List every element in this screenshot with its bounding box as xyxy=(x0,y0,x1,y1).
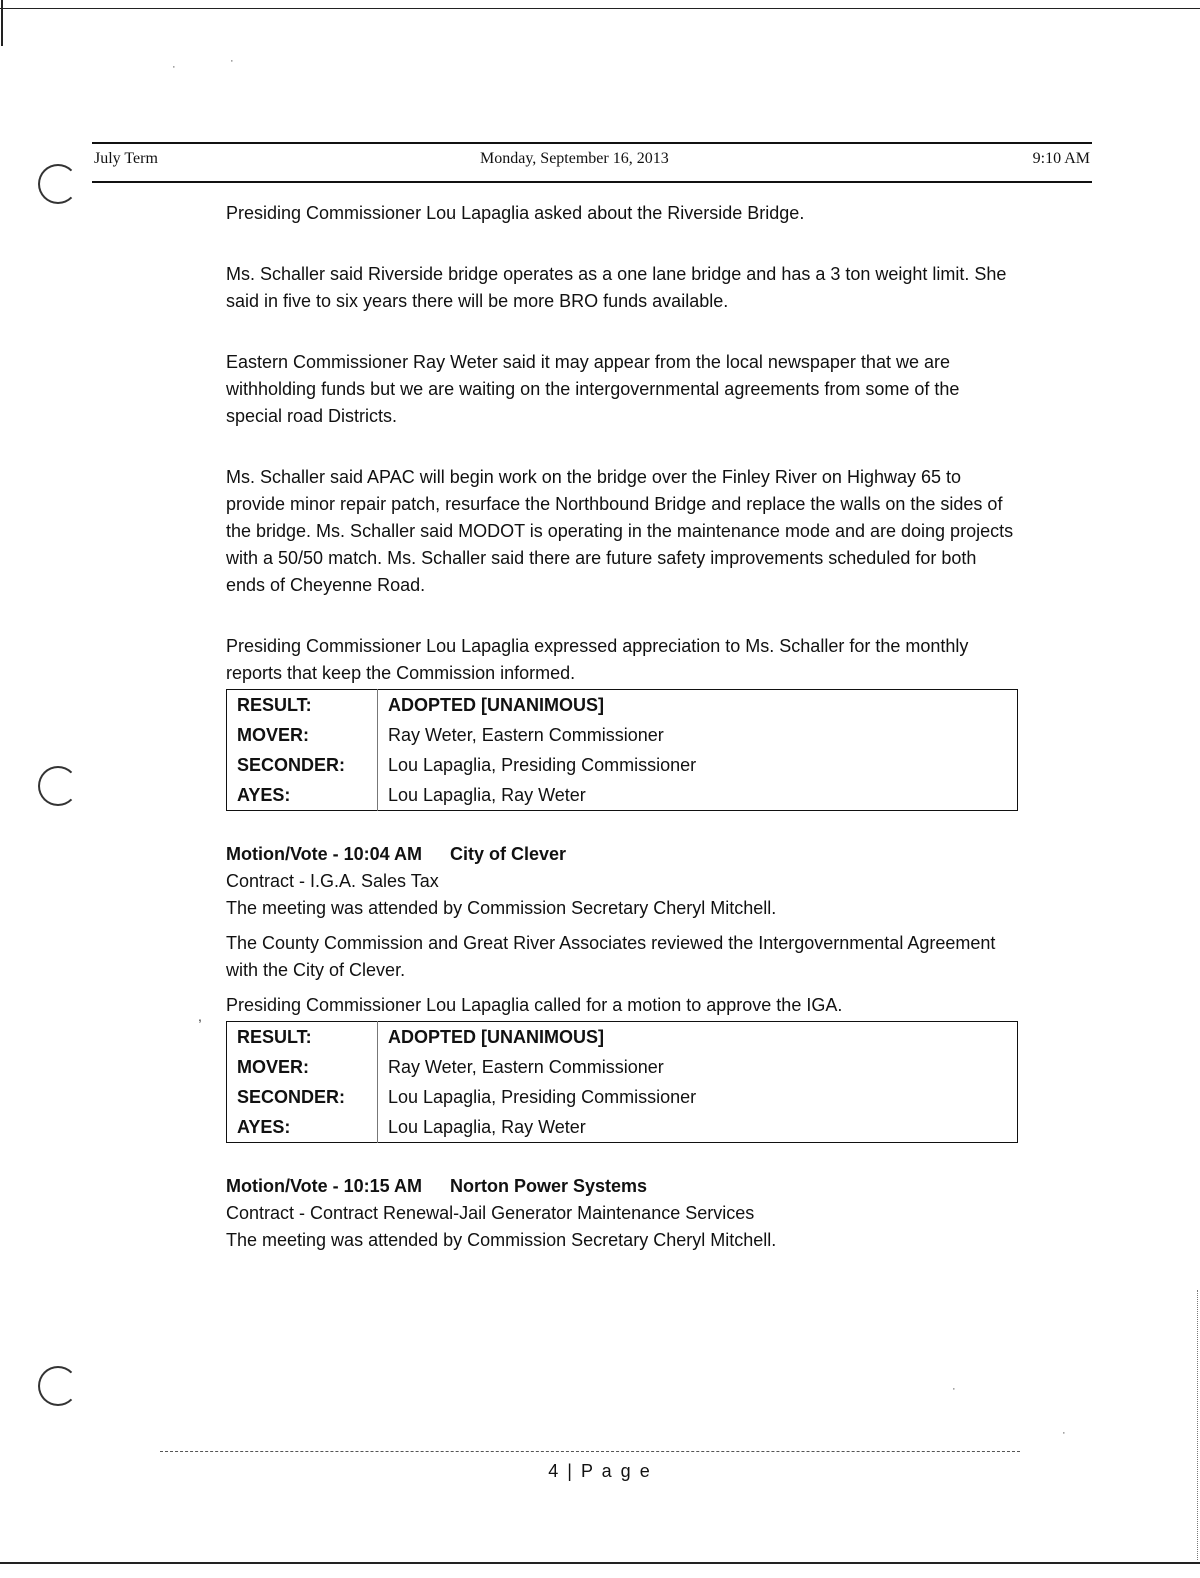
paragraph: Presiding Commissioner Lou Lapaglia expressed appreciation to Ms. Schaller for the monthly reports that keep the Commission informed. xyxy=(226,636,969,683)
ayes-value: Lou Lapaglia, Ray Weter xyxy=(388,1117,586,1137)
punch-hole-icon xyxy=(38,1366,78,1406)
header-rule-bottom xyxy=(92,181,1092,183)
paragraph: Presiding Commissioner Lou Lapaglia called for a motion to approve the IGA. xyxy=(226,995,843,1015)
header-rule-top xyxy=(92,142,1092,144)
seconder-label: SECONDER: xyxy=(227,750,378,780)
scan-left-edge xyxy=(1,0,3,46)
paragraph: Presiding Commissioner Lou Lapaglia asked about the Riverside Bridge. xyxy=(226,203,805,223)
table-row xyxy=(227,750,1018,780)
mover-value: Ray Weter, Eastern Commissioner xyxy=(388,725,664,745)
punch-hole-icon xyxy=(38,164,78,204)
table-row xyxy=(227,690,1018,721)
mover-label: MOVER: xyxy=(227,1052,378,1082)
header-term: July Term xyxy=(94,150,158,167)
scan-bottom-edge xyxy=(0,1562,1200,1564)
scan-speck: · xyxy=(952,1383,956,1395)
motion-entity: Norton Power Systems xyxy=(450,1176,648,1196)
motion-time: Motion/Vote - 10:04 AM xyxy=(226,844,423,864)
table-row xyxy=(227,1112,1018,1143)
paragraph: Eastern Commissioner Ray Weter said it may appear from the local newspaper that we are withholding funds but we are waiting on the intergovernmental agreements from some of the special road Districts. xyxy=(226,352,960,426)
seconder-value: Lou Lapaglia, Presiding Commissioner xyxy=(388,755,697,775)
motion-entity: City of Clever xyxy=(450,844,567,864)
header-date: Monday, September 16, 2013 xyxy=(480,150,669,167)
ayes-label: AYES: xyxy=(227,780,378,811)
paragraph: Ms. Schaller said Riverside bridge operates as a one lane bridge and has a 3 ton weight limit. She said in five to six years there will be more BRO funds available. xyxy=(226,264,1007,311)
scan-top-edge xyxy=(0,8,1200,9)
motion-heading xyxy=(226,1173,1016,1200)
motion-contract: Contract - I.G.A. Sales Tax xyxy=(226,871,439,891)
table-row xyxy=(227,780,1018,811)
ayes-value: Lou Lapaglia, Ray Weter xyxy=(388,785,586,805)
paragraph: Ms. Schaller said APAC will begin work on the bridge over the Finley River on Highway 65 to provide minor repair patch, resurface the Northbound Bridge and replace the walls on the sides of the bridge. Ms. Schaller said MODOT is operating in the maintenance mode and are doing projects with a 50/50 match. Ms. Schaller said there are future safety improvements scheduled for both ends of Cheyenne Road. xyxy=(226,467,1014,595)
table-row xyxy=(227,1052,1018,1082)
header-time: 9:10 AM xyxy=(1032,150,1090,167)
paragraph: The County Commission and Great River Associates reviewed the Intergovernmental Agreement with the City of Clever. xyxy=(226,933,996,980)
table-row xyxy=(227,720,1018,750)
motion-time: Motion/Vote - 10:15 AM xyxy=(226,1176,423,1196)
motion-heading xyxy=(226,841,1016,868)
footer-rule xyxy=(160,1451,1020,1452)
minutes-body xyxy=(226,200,1016,1254)
result-label: RESULT: xyxy=(227,690,378,721)
motion-attendance: The meeting was attended by Commission Secretary Cheryl Mitchell. xyxy=(226,898,777,918)
motion-attendance: The meeting was attended by Commission Secretary Cheryl Mitchell. xyxy=(226,1230,777,1250)
scan-speck: · xyxy=(1062,1427,1066,1439)
scan-speck: , xyxy=(198,1008,202,1024)
vote-result-table xyxy=(226,689,1018,811)
mover-label: MOVER: xyxy=(227,720,378,750)
vote-result-table xyxy=(226,1021,1018,1143)
result-value: ADOPTED [UNANIMOUS] xyxy=(388,1027,604,1047)
scan-speck: · xyxy=(230,55,234,67)
ayes-label: AYES: xyxy=(227,1112,378,1143)
seconder-value: Lou Lapaglia, Presiding Commissioner xyxy=(388,1087,697,1107)
seconder-label: SECONDER: xyxy=(227,1082,378,1112)
result-value: ADOPTED [UNANIMOUS] xyxy=(388,695,604,715)
table-row xyxy=(227,1022,1018,1053)
page-number: 4 | P a g e xyxy=(548,1461,652,1481)
table-row xyxy=(227,1082,1018,1112)
scan-speck: · xyxy=(172,61,176,73)
mover-value: Ray Weter, Eastern Commissioner xyxy=(388,1057,664,1077)
result-label: RESULT: xyxy=(227,1022,378,1053)
punch-hole-icon xyxy=(38,766,78,806)
motion-contract: Contract - Contract Renewal-Jail Generator Maintenance Services xyxy=(226,1203,755,1223)
scan-right-edge xyxy=(1197,1290,1198,1560)
